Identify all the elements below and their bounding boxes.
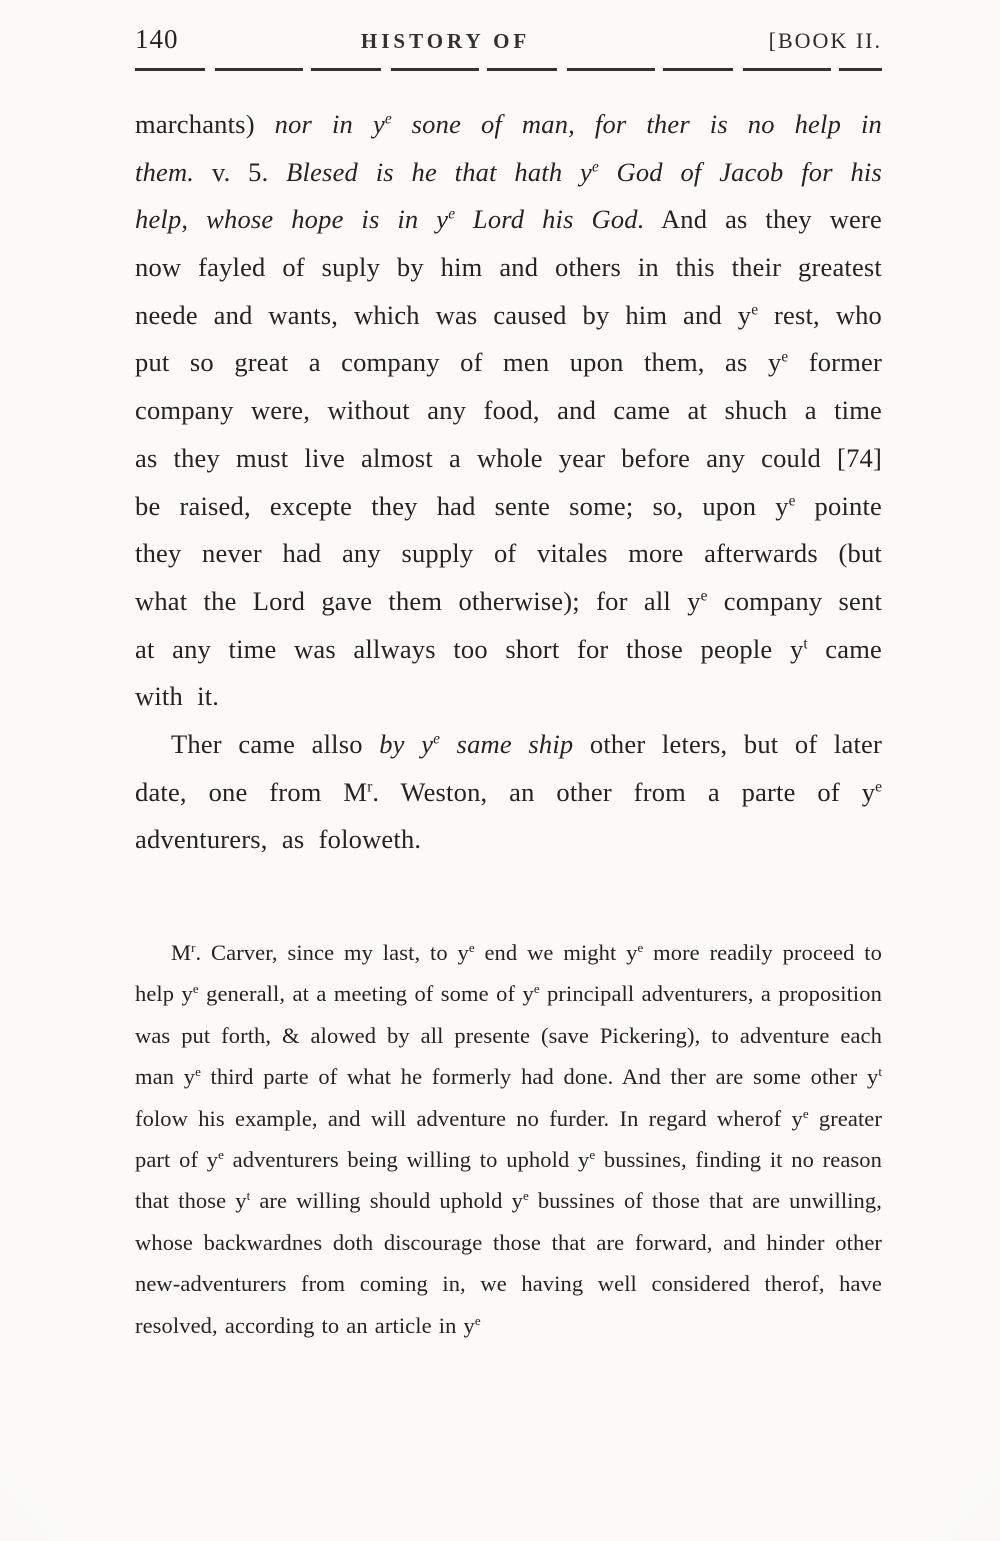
text-segment: e: [700, 587, 708, 605]
book-label: [BOOK II.: [768, 28, 882, 53]
text-segment: e: [195, 1064, 201, 1080]
text-segment: more readily proceed to help y: [135, 940, 882, 1007]
text-segment: Lord his God.: [455, 204, 645, 235]
text-segment: adventurers, as foloweth.: [135, 824, 422, 855]
paragraph-psalm-quote-and-supply: [135, 101, 882, 721]
text-body: [135, 101, 882, 1346]
text-segment: e: [522, 1188, 529, 1204]
paragraph-adventurers-letter: [135, 932, 882, 1346]
text-segment: e: [781, 348, 789, 366]
running-title: HISTORY OF: [360, 29, 531, 53]
text-segment: r: [367, 778, 373, 796]
text-segment: e: [591, 158, 599, 176]
text-segment: t: [803, 635, 808, 653]
text-segment: nor in y: [274, 109, 385, 139]
text-segment: former company were, without any food, and came at shuch a time as they must live almost a whole year before any could [74] be raised, excepte they had sente some; so, upon y: [135, 347, 882, 521]
text-segment: e: [218, 1146, 224, 1162]
text-segment: . Weston, an other from a parte of y: [372, 776, 876, 807]
text-segment: e: [384, 110, 392, 128]
text-segment: r: [191, 939, 196, 955]
text-segment: e: [751, 301, 759, 319]
text-segment: generall, at a meeting of some of y: [198, 981, 534, 1007]
text-segment: e: [192, 981, 199, 997]
text-segment: M: [171, 940, 192, 965]
text-segment: t: [246, 1188, 251, 1204]
text-segment: end we might y: [474, 940, 638, 965]
text-segment: v. 5.: [194, 156, 287, 187]
text-segment: t: [878, 1064, 882, 1080]
text-segment: e: [637, 939, 644, 955]
text-segment: folow his example, and will adventure no furder. In regard wherof y: [135, 1105, 803, 1131]
text-segment: third parte of what he formerly had done. And ther are some other y: [200, 1064, 879, 1090]
text-segment: bussines, finding it no reason that those y: [135, 1146, 882, 1214]
text-segment: e: [875, 778, 882, 796]
text-segment: e: [589, 1146, 596, 1162]
text-segment: e: [788, 491, 796, 509]
page-number: 140: [135, 24, 179, 54]
text-segment: e: [802, 1105, 809, 1121]
text-segment: came with it.: [135, 633, 882, 712]
text-segment: . Carver, since my last, to y: [195, 940, 469, 965]
text-segment: e: [533, 981, 540, 997]
text-segment: other leters, but of later date, one from M: [135, 728, 882, 807]
text-segment: e: [433, 730, 440, 748]
text-segment: And as they were now fayled of suply by him and others in this their greatest neede and wants, which was caused by him and y: [135, 204, 882, 330]
text-segment: e: [448, 205, 456, 223]
paragraph-other-letters: [135, 721, 882, 864]
text-segment: same ship: [440, 728, 574, 759]
header-rule: [135, 68, 882, 71]
text-segment: greater part of y: [135, 1105, 882, 1172]
text-segment: bussines of those that are unwilling, whose backwardnes doth discourage those that are forward, and hinder other new-adventurers from coming in, we having well considered therof, have resolved, according to an article in y: [135, 1188, 882, 1338]
page-header: [135, 24, 882, 55]
text-segment: are willing should uphold y: [250, 1188, 523, 1214]
text-segment: by y: [379, 728, 434, 759]
text-segment: God of Jacob for his help, whose hope is in y: [135, 156, 882, 235]
text-segment: Blesed is he that hath y: [286, 156, 592, 187]
text-segment: company sent at any time was allways too short for those people y: [135, 585, 883, 664]
text-segment: Ther came allso: [171, 728, 380, 759]
text-segment: principall adventurers, a proposition was put forth, & alowed by all presente (save Pickering), to adventure each man y: [135, 981, 882, 1090]
text-segment: marchants): [135, 109, 275, 139]
text-segment: e: [468, 939, 475, 955]
text-segment: e: [474, 1312, 481, 1328]
text-segment: pointe they never had any supply of vitales more afterwards (but what the Lord gave them otherwise); for all y: [135, 490, 882, 616]
text-segment: sone of man, for ther is no help in them.: [135, 109, 882, 187]
text-segment: rest, who put so great a company of men upon them, as y: [135, 299, 882, 378]
text-segment: adventurers being willing to uphold y: [223, 1146, 590, 1172]
